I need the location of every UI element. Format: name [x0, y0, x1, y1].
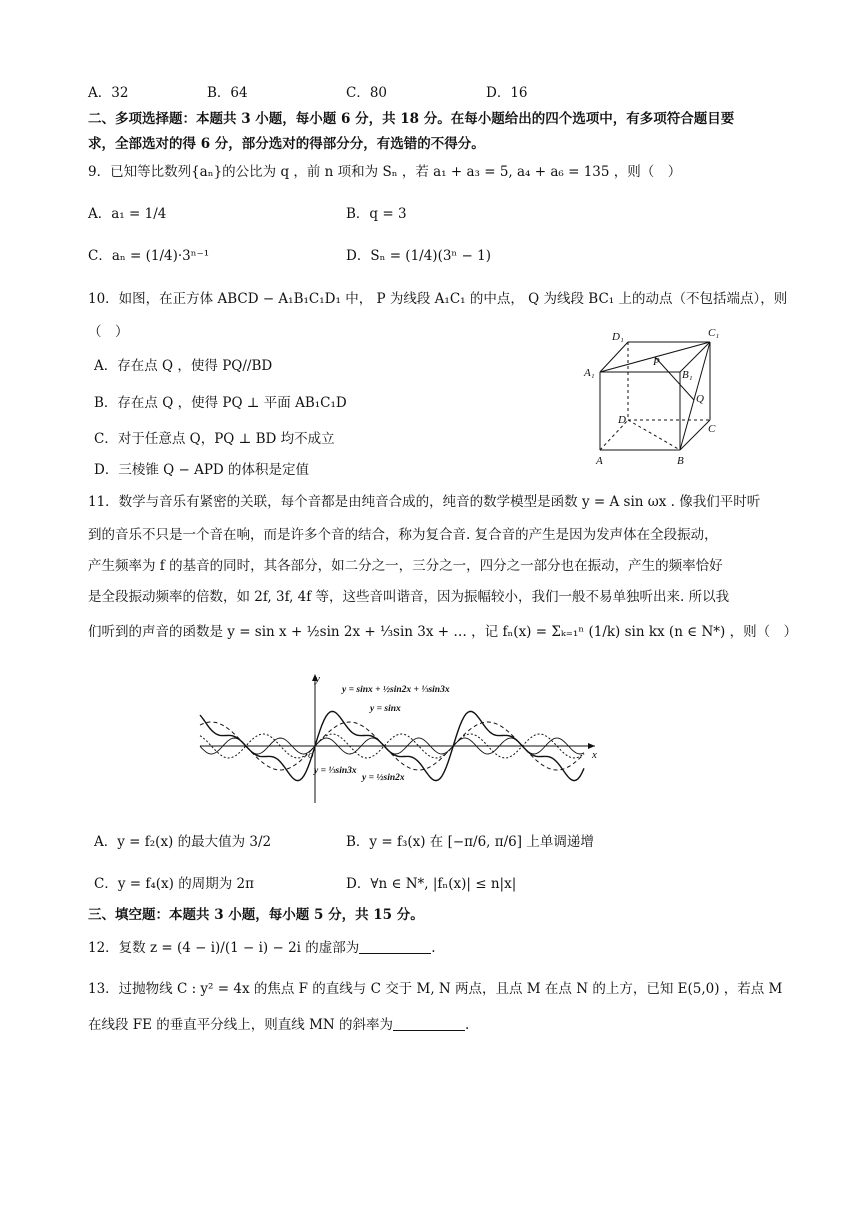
- q11-option-a: A．y = f₂(x) 的最大值为 3/2: [94, 834, 272, 850]
- q8-option-c: C．80: [346, 85, 388, 101]
- label-b1: B₁: [682, 369, 693, 381]
- q10-option-b: B．存在点 Q ，使得 PQ ⊥ 平面 AB₁C₁D: [94, 395, 347, 411]
- q12-end: .: [431, 940, 436, 956]
- q8-option-b: B．64: [207, 85, 248, 101]
- label-a: A: [596, 455, 603, 467]
- q8-option-d: D．16: [486, 85, 528, 101]
- label-d: D: [618, 414, 626, 426]
- q10-paren: （ ）: [88, 324, 129, 340]
- section2-heading-line1: 二、多项选择题：本题共 3 小题，每小题 6 分，共 18 分。在每小题给出的四个选项中，有多项符合题目要: [88, 111, 735, 127]
- q9-stem: 9．已知等比数列{aₙ}的公比为 q ，前 n 项和为 Sₙ ，若 a₁ + a₃ = 5, a₄ + a₆ = 135 ，则（ ）: [88, 164, 682, 180]
- q10-option-a: A．存在点 Q ，使得 PQ//BD: [94, 358, 273, 374]
- label-p: P: [653, 356, 660, 368]
- label-c: C: [708, 423, 716, 435]
- q11-line3: 产生频率为 f 的基音的同时，其各部分，如二分之一，三分之一，四分之一部分也在振动，产生的频率恰好: [88, 558, 723, 574]
- label-c1: C₁: [708, 327, 720, 339]
- q10-stem: 10．如图，在正方体 ABCD − A₁B₁C₁D₁ 中， P 为线段 A₁C₁ 的中点， Q 为线段 BC₁ 上的动点（不包括端点），则: [88, 291, 788, 307]
- q11-line5: 们听到的声音的函数是 y = sin x + ½sin 2x + ⅓sin 3x + … ，记 fₙ(x) = Σₖ₌₁ⁿ (1/k) sin kx (n ∈ N*) ，则（ ）: [88, 624, 798, 640]
- label-q: Q: [696, 393, 704, 405]
- q13-stem: 在线段 FE 的垂直平分线上，则直线 MN 的斜率为: [88, 1017, 394, 1033]
- q12-answer-blank[interactable]: [359, 939, 431, 954]
- q11-option-c: C．y = f₄(x) 的周期为 2π: [94, 876, 254, 892]
- q8-option-a: A．32: [88, 85, 129, 101]
- label-b: B: [677, 455, 684, 467]
- graph-sum-label: y = sinx + ½sin2x + ⅓sin3x: [342, 685, 450, 695]
- q10-option-c: C．对于任意点 Q，PQ ⊥ BD 均不成立: [94, 431, 335, 447]
- q10-option-d: D．三棱锥 Q − APD 的体积是定值: [94, 462, 310, 478]
- graph-x-label: x: [592, 749, 597, 761]
- graph-sin-label: y = sinx: [370, 704, 401, 714]
- q12-stem: 12．复数 z = (4 − i)/(1 − i) − 2i 的虚部为: [88, 940, 360, 956]
- q11-line2: 到的音乐不只是一个音在响，而是许多个音的结合，称为复合音. 复合音的产生是因为发声体在全段振动，: [88, 527, 718, 543]
- q11-option-b: B．y = f₃(x) 在 [−π/6, π/6] 上单调递增: [346, 834, 594, 850]
- wave-graph: [190, 668, 610, 808]
- graph-origin-label: o: [308, 749, 314, 761]
- q11-line4: 是全段振动频率的倍数，如 2f, 3f, 4f 等，这些音叫谐音，因为振幅较小，我们一般不易单独听出来. 所以我: [88, 589, 730, 605]
- q13-line1: 13．过抛物线 C : y² = 4x 的焦点 F 的直线与 C 交于 M, N 两点，且点 M 在点 N 的上方，已知 E(5,0) ，若点 M: [88, 981, 783, 997]
- q9-option-b: B．q = 3: [346, 206, 407, 222]
- q13-end: .: [465, 1017, 470, 1033]
- graph-y-label: y: [315, 673, 320, 685]
- label-a1: A₁: [584, 367, 595, 379]
- graph-sin3-label: y = ⅓sin3x: [314, 766, 357, 776]
- q9-option-d: D．Sₙ = (1/4)(3ⁿ − 1): [346, 248, 492, 264]
- graph-sin2-label: y = ½sin2x: [362, 773, 405, 783]
- q9-option-c: C．aₙ = (1/4)·3ⁿ⁻¹: [88, 248, 210, 264]
- label-d1: D₁: [612, 331, 624, 343]
- q12-line: [88, 939, 436, 957]
- q13-line2: [88, 1016, 469, 1034]
- cube-figure: [580, 322, 730, 472]
- q9-option-a: A．a₁ = 1/4: [88, 206, 167, 222]
- section2-heading-line2: 求，全部选对的得 6 分，部分选对的得部分分，有选错的不得分。: [88, 136, 485, 152]
- q13-answer-blank[interactable]: [393, 1016, 465, 1031]
- q11-option-d: D．∀n ∈ N*, |fₙ(x)| ≤ n|x|: [346, 876, 517, 892]
- q11-line1: 11．数学与音乐有紧密的关联，每个音都是由纯音合成的，纯音的数学模型是函数 y = A sin ωx . 像我们平时听: [88, 494, 761, 510]
- section3-heading: 三、填空题：本题共 3 小题，每小题 5 分，共 15 分。: [88, 907, 424, 923]
